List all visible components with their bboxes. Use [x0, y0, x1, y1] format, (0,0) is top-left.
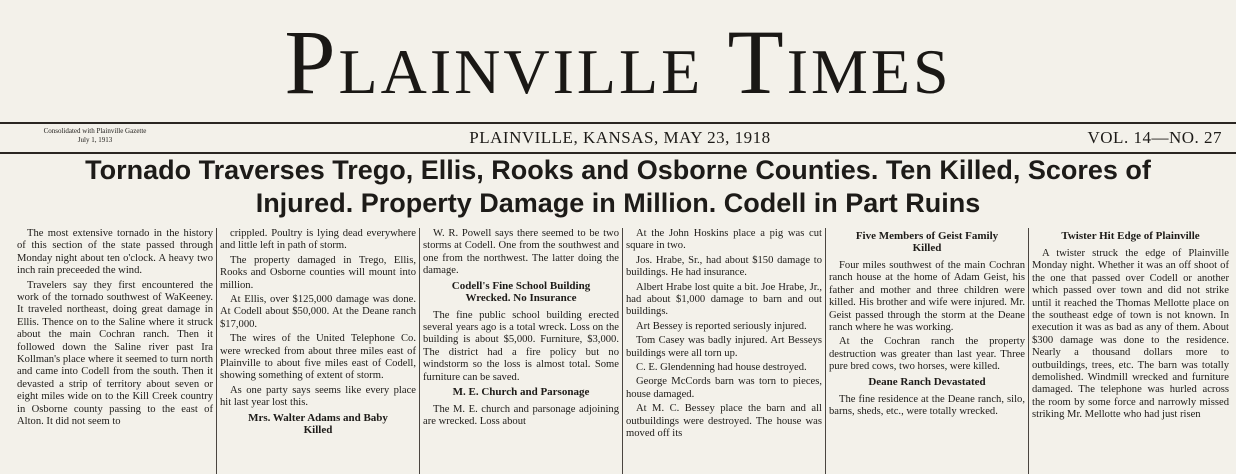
subheading-subtext: Killed: [303, 423, 333, 436]
column-3: [420, 228, 623, 474]
volume-number: VOL. 14—NO. 27: [1087, 128, 1222, 147]
subheading-subtext: Killed: [912, 242, 942, 254]
subheading-subtext: Wrecked. No Insurance: [465, 291, 577, 304]
newspaper-title: Plainville Times: [284, 11, 952, 113]
place-and-date: PLAINVILLE, KANSAS, MAY 23, 1918: [469, 128, 771, 147]
paragraph: As one party says seems like every place hit last year lost this.: [220, 384, 416, 409]
subheading-text: Five Members of Geist Family: [855, 230, 999, 242]
paragraph: Jos. Hrabe, Sr., had about $150 damage to buildings. He had insurance.: [626, 254, 822, 279]
paragraph: At the John Hoskins place a pig was cut square in two.: [626, 228, 822, 252]
paragraph: The M. E. church and parsonage adjoining are wrecked. Loss about: [423, 404, 619, 428]
column-6: [1029, 228, 1232, 474]
paragraph: The fine residence at the Deane ranch, silo, barns, sheds, etc., were totally wrecked.: [829, 393, 1025, 418]
paragraph: Travelers say they first encountered the work of the tornado southwest of WaKeeney. It traveled northeast, doing great damage in Ellis. Thence on to the Saline where it struck about the main Cochran ranch. Then it followed down the Saline river past Ira Kollman's place where it seemed to turn north and came into Codell from the south. Then it devasted a strip of territory about seven or eight miles wide on to the Kill Creek country in Osborne county passing to the east of Alton. It did not seem to: [17, 279, 213, 428]
paragraph: The fine public school building erected several years ago is a total wreck. Loss on the building is about $5,000. Furniture, $3,000. The district had a fire policy but no windstorm so the loss is almost total. Some furniture can be saved.: [423, 309, 619, 383]
paragraph: Four miles southwest of the main Cochran ranch house at the home of Adam Geist, his father and mother and three children were killed. His brother and wife were injured. Mr. Geist passed through the storm at the Deane ranch where he was working.: [829, 260, 1025, 334]
subheading-adams: [220, 412, 416, 436]
column-2: [217, 228, 420, 474]
consolidated-line-1: Consolidated with Plainville Gazette: [43, 127, 147, 135]
paragraph: Albert Hrabe lost quite a bit. Joe Hrabe, Jr., had about $1,000 damage to barn and out buildings.: [626, 281, 822, 318]
masthead: [0, 6, 1236, 118]
subheading-text: Mrs. Walter Adams and Baby: [248, 411, 388, 424]
subheading-twister: Twister Hit Edge of Plainville: [1061, 230, 1200, 242]
article-columns: [14, 228, 1236, 474]
paragraph: At Ellis, over $125,000 damage was done. At Codell about $50,000. At the Deane ranch $17,000.: [220, 294, 416, 330]
subheading-text: Codell's Fine School Building: [451, 279, 591, 292]
column-5: [826, 228, 1029, 474]
main-headline: [0, 154, 1236, 220]
subheading-geist: [829, 230, 1025, 254]
paragraph: A twister struck the edge of Plainville Monday night. Whether it was an off shoot of the one that passed over Codell or another which passed over town and did not strike until it reached the Thomas Mellotte place on the southeast edge of town is not known. In execution it was as bad as any of them. About $300 damage was done to the residence. Nearly a thousand dollars more to outbuildings, trees, etc. The barn was totally demolished. Windmill wrecked and furniture damaged. The telephone was hurled across the room by some force and narrowly missed striking Mr. Mellotte who had just risen: [1032, 248, 1229, 421]
paragraph: W. R. Powell says there seemed to be two storms at Codell. One from the southwest and one from the northwest. The latter doing the damage.: [423, 228, 619, 277]
paragraph: At the Cochran ranch the property destruction was greater than last year. Three pure bred cows, two horses, were killed.: [829, 336, 1025, 373]
column-1: [14, 228, 217, 474]
paragraph: The most extensive tornado in the history of this section of the state passed through Monday night about ten o'clock. A heavy two inch rain preceeded the wind.: [17, 228, 213, 277]
headline-line-2: Injured. Property Damage in Million. Codell in Part Ruins: [255, 188, 981, 218]
paragraph: Tom Casey was badly injured. Art Besseys buildings were all torn up.: [626, 335, 822, 359]
consolidated-note: [20, 127, 170, 145]
paragraph: The property damaged in Trego, Ellis, Rooks and Osborne counties will mount into million.: [220, 254, 416, 291]
subheading-deane: Deane Ranch Devastated: [868, 375, 986, 388]
subheading-church: M. E. Church and Parsonage: [452, 386, 590, 399]
paragraph: Art Bessey is reported seriously injured.: [636, 320, 807, 332]
dateline-bar: [0, 122, 1236, 154]
paragraph: George McCords barn was torn to pieces, house damaged.: [626, 376, 822, 400]
paragraph: C. E. Glendenning had house destroyed.: [636, 362, 807, 374]
paragraph: The wires of the United Telephone Co. were wrecked from about three miles east of Plainville to about five miles east of Codell, showing something of extent of storm.: [220, 333, 416, 382]
paragraph: crippled. Poultry is lying dead everywhere and little left in path of storm.: [220, 228, 416, 252]
column-4: [623, 228, 826, 474]
headline-line-1: Tornado Traverses Trego, Ellis, Rooks and Osborne Counties. Ten Killed, Scores of: [85, 155, 1151, 185]
subheading-school: [423, 280, 619, 304]
paragraph: At M. C. Bessey place the barn and all outbuildings were destroyed. The house was moved off its: [626, 403, 822, 440]
consolidated-line-2: July 1, 1913: [77, 136, 113, 144]
